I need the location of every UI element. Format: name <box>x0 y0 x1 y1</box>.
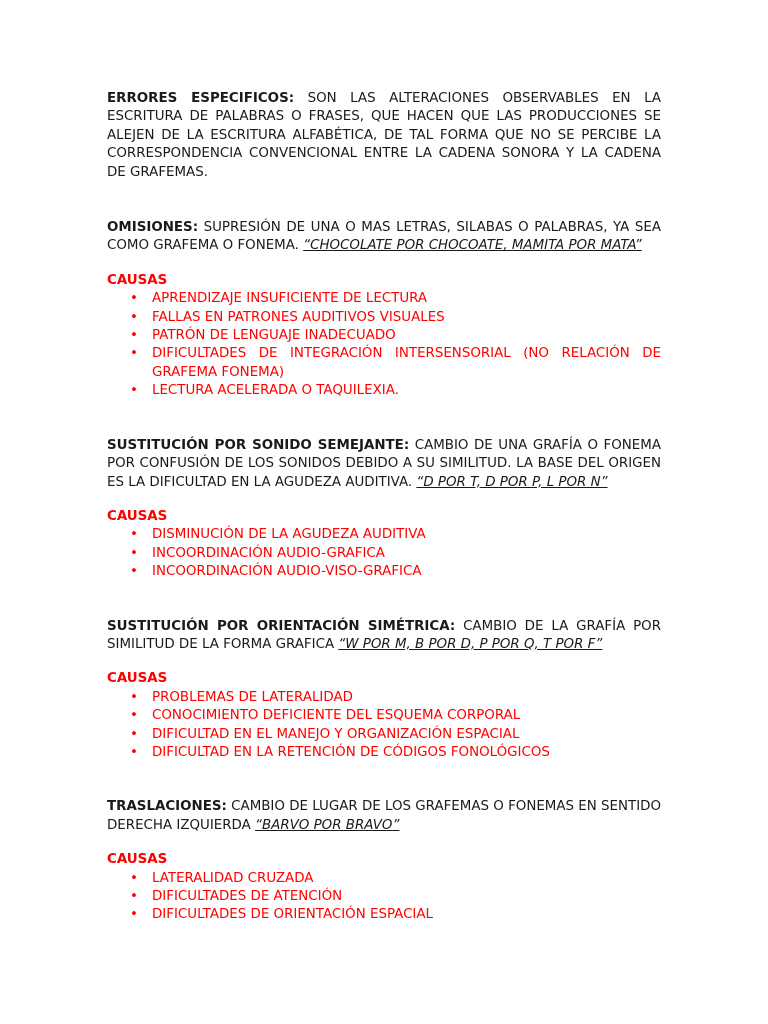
cause-item: • APRENDIZAJE INSUFICIENTE DE LECTURA <box>130 290 661 308</box>
section-label: OMISIONES: <box>107 220 199 236</box>
bullet-icon: • <box>130 889 138 904</box>
section-example: “CHOCOLATE POR CHOCOATE, MAMITA POR MATA” <box>303 238 642 254</box>
causas-heading: CAUSAS <box>107 671 168 687</box>
bullet-icon: • <box>130 907 138 923</box>
section-label: SUSTITUCIÓN POR ORIENTACIÓN SIMÉTRICA: <box>107 618 456 634</box>
section-traslaciones <box>107 798 661 924</box>
section-text: CAMBIO DE LA GRAFÍA POR SIMILITUD DE LA FORMA GRAFICA <box>107 618 662 652</box>
causas-heading: CAUSAS <box>107 272 168 288</box>
bullet-icon: • <box>130 309 138 325</box>
bullet-icon: • <box>130 564 138 580</box>
section-label: SUSTITUCIÓN POR SONIDO SEMEJANTE: <box>107 437 410 453</box>
cause-item: • PATRÓN DE LENGUAJE INADECUADO <box>130 327 661 345</box>
bullet-icon: • <box>130 383 138 399</box>
cause-item: • LECTURA ACELERADA O TAQUILEXIA. <box>130 382 661 400</box>
section-definition <box>107 219 661 256</box>
cause-item: • DIFICULTADES DE ATENCIÓN <box>130 888 661 906</box>
cause-item: • CONOCIMIENTO DEFICIENTE DEL ESQUEMA CORPORAL <box>130 707 661 725</box>
causas-heading: CAUSAS <box>107 508 168 524</box>
bullet-icon: • <box>130 689 138 705</box>
bullet-icon: • <box>130 346 138 362</box>
section-text: SUPRESIÓN DE UNA O MAS LETRAS, SILABAS O PALABRAS, YA SEA COMO GRAFEMA O FONEMA. <box>107 220 661 254</box>
cause-item: • LATERALIDAD CRUZADA <box>130 870 661 888</box>
section-example: “BARVO POR BRAVO” <box>255 817 400 833</box>
causas-heading: CAUSAS <box>107 852 168 868</box>
causes-list <box>107 870 661 925</box>
section-sustitucion-orientacion <box>107 618 661 763</box>
cause-item: • DISMINUCIÓN DE LA AGUDEZA AUDITIVA <box>130 526 661 544</box>
section-example: “W POR M, B POR D, P POR Q, T POR F” <box>338 636 603 652</box>
bullet-icon: • <box>130 870 138 886</box>
causes-list <box>107 290 661 400</box>
section-sustitucion-sonido <box>107 437 661 582</box>
bullet-icon: • <box>130 708 138 724</box>
cause-item: • INCOORDINACIÓN AUDIO-VISO-GRAFICA <box>130 563 661 581</box>
bullet-icon: • <box>130 744 138 760</box>
bullet-icon: • <box>130 545 138 561</box>
section-text: CAMBIO DE UNA GRAFÍA O FONEMA POR CONFUSIÓN DE LOS SONIDOS DEBIDO A SU SIMILITUD. LA BASE DEL ORIGEN ES LA DIFICULTAD EN LA AGUDEZA AUDITIVA. <box>107 437 661 490</box>
section-definition <box>107 437 661 492</box>
bullet-icon: • <box>130 291 138 307</box>
causes-list <box>107 689 661 763</box>
bullet-icon: • <box>130 328 138 344</box>
section-definition <box>107 798 661 835</box>
section-omisiones <box>107 219 661 401</box>
section-label: TRASLACIONES: <box>107 799 227 815</box>
cause-item: • FALLAS EN PATRONES AUDITIVOS VISUALES <box>130 309 661 327</box>
causes-list <box>107 526 661 581</box>
intro-paragraph <box>107 90 661 182</box>
section-example: “D POR T, D POR P, L POR N” <box>416 474 608 490</box>
cause-item: • DIFICULTAD EN EL MANEJO Y ORGANIZACIÓN ESPACIAL <box>130 726 661 744</box>
section-definition <box>107 618 661 655</box>
bullet-icon: • <box>130 527 138 543</box>
section-text: CAMBIO DE LUGAR DE LOS GRAFEMAS O FONEMAS EN SENTIDO DERECHA IZQUIERDA <box>107 799 661 833</box>
bullet-icon: • <box>130 726 138 742</box>
cause-item: • DIFICULTADES DE INTEGRACIÓN INTERSENSORIAL (NO RELACIÓN DE GRAFEMA FONEMA) <box>130 346 661 380</box>
cause-item: • INCOORDINACIÓN AUDIO-GRAFICA <box>130 545 661 563</box>
cause-item: • DIFICULTAD EN LA RETENCIÓN DE CÓDIGOS FONOLÓGICOS <box>130 744 661 762</box>
cause-item: • PROBLEMAS DE LATERALIDAD <box>130 689 661 707</box>
cause-item: • DIFICULTADES DE ORIENTACIÓN ESPACIAL <box>130 906 661 924</box>
intro-label: ERRORES ESPECIFICOS: <box>107 91 295 106</box>
intro-text: SON LAS ALTERACIONES OBSERVABLES EN LA ESCRITURA DE PALABRAS O FRASES, QUE HACEN QUE LAS PRODUCCIONES SE ALEJEN DE LA ESCRITURA ALFABÉTICA, DE TAL FORMA QUE NO SE PERCIBE LA CORRESPONDENCIA CONVENCIONAL ENTRE LA CADENA SONORA Y LA CADENA DE GRAFEMAS. <box>107 91 661 180</box>
